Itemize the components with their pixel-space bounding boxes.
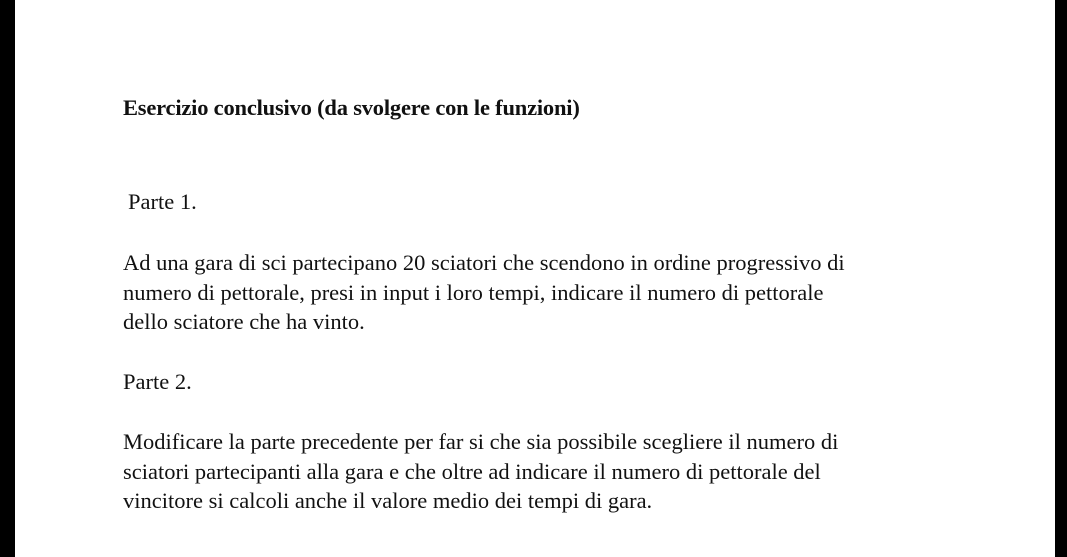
part-2-label: Parte 2. (123, 369, 192, 394)
part-2-line: vincitore si calcoli anche il valore medio dei tempi di gara. (123, 488, 653, 513)
exercise-title: Esercizio conclusivo (da svolgere con le funzioni) (123, 95, 580, 120)
part-2-line: Modificare la parte precedente per far si che sia possibile scegliere il numero di (123, 429, 839, 454)
part-1-paragraph (123, 248, 983, 337)
document-content (123, 93, 983, 513)
part-1-line: Ad una gara di sci partecipano 20 sciatori che scendono in ordine progressivo di (123, 250, 845, 275)
part-1-line: dello sciatore che ha vinto. (123, 309, 365, 334)
part-2-line: sciatori partecipanti alla gara e che oltre ad indicare il numero di pettorale del (123, 458, 821, 484)
part-2-paragraph (123, 427, 983, 516)
document-page (15, 0, 1055, 557)
part-1-line: numero di pettorale, presi in input i loro tempi, indicare il numero di pettorale (123, 279, 824, 305)
part-1-label: Parte 1. (128, 189, 197, 214)
